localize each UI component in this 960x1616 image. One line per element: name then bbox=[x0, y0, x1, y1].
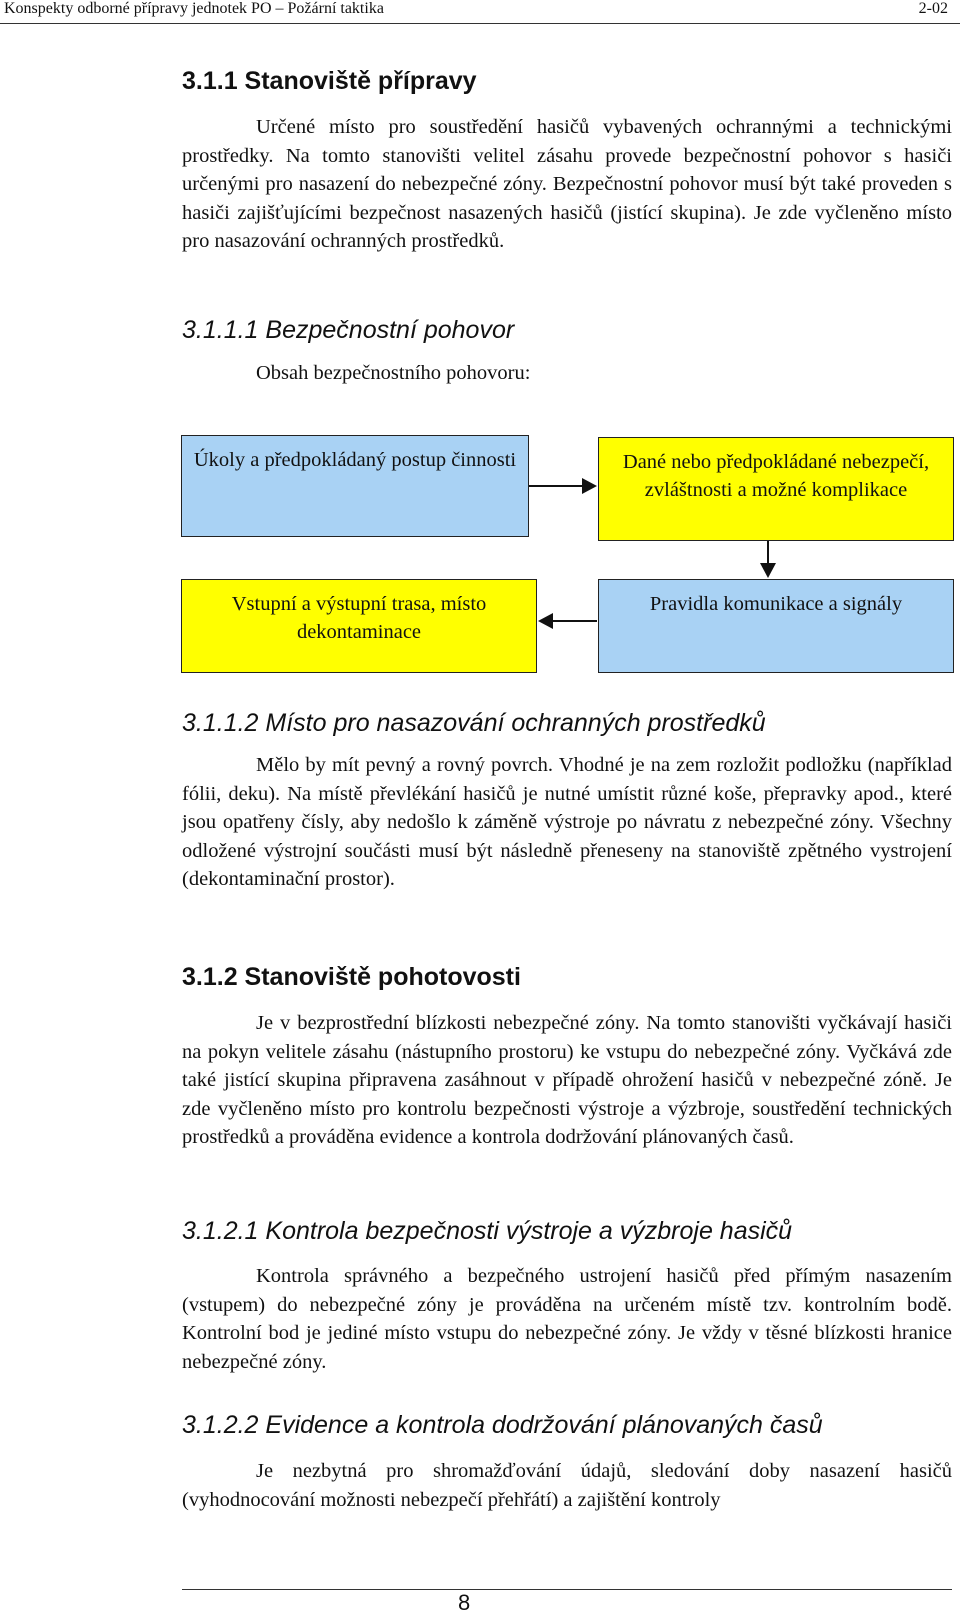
header-code: 2-02 bbox=[918, 0, 948, 17]
diagram-box-route: Vstupní a výstupní trasa, místo dekontaminace bbox=[181, 579, 537, 673]
paragraph-3-1-1: Určené místo pro soustředění hasičů vybavených ochrannými a technickými prostředky. Na tomto stanovišti velitel zásahu provede bezpečnostní pohovor s hasiči určenými pro nasazení do nebezpečné zóny. Bezpečnostní pohovor musí být také proveden s hasiči zajišťujícími bezpečnost nasazených hasičů (jistící skupina). Je zde vyčleněno místo pro nasazování ochranných prostředků. bbox=[182, 116, 952, 253]
heading-3-1-1-1: 3.1.1.1 Bezpečnostní pohovor bbox=[182, 316, 515, 344]
header-title: Konspekty odborné přípravy jednotek PO – Požární taktika bbox=[4, 0, 384, 17]
heading-3-1-2-1: 3.1.2.1 Kontrola bezpečnosti výstroje a výzbroje hasičů bbox=[182, 1217, 793, 1245]
heading-3-1-1: 3.1.1 Stanoviště přípravy bbox=[182, 67, 477, 95]
arrow-tasks-to-dangers bbox=[529, 478, 597, 494]
paragraph-3-1-2-2: Je nezbytná pro shromažďování údajů, sledování doby nasazení hasičů (vyhodnocování možnosti nebezpečí přehřátí) a zajištění kontroly bbox=[182, 1460, 952, 1511]
arrow-communication-to-route bbox=[538, 613, 597, 629]
diagram-arrows bbox=[0, 0, 960, 700]
diagram-box-dangers: Dané nebo předpokládané nebezpečí, zvláštnosti a možné komplikace bbox=[598, 437, 954, 541]
diagram-box-tasks: Úkoly a předpokládaný postup činnosti bbox=[181, 435, 529, 537]
diagram-box-communication: Pravidla komunikace a signály bbox=[598, 579, 954, 673]
footer-divider bbox=[182, 1589, 952, 1590]
paragraph-3-1-2-1: Kontrola správného a bezpečného ustrojení hasičů před přímým nasazením (vstupem) do nebezpečné zóny je prováděna na určeném místě tzv. kontrolním bodě. Kontrolní bod je jediné místo vstupu do nebezpečné zóny. Je vždy v těsné blízkosti hranice nebezpečné zóny. bbox=[182, 1265, 952, 1373]
paragraph-3-1-1-2: Mělo by mít pevný a rovný povrch. Vhodné je na zem rozložit podložku (například fólii, deku). Na místě převlékání hasičů je nutné umístit různé koše, přepravky apod., které jsou opatřeny čísly, aby nedošlo k záměně výstroje po návratu z nebezpečné zóny. Všechny odložené výstrojní součásti musí být následně přeneseny na stanoviště zpětného vystrojení (dekontaminační prostor). bbox=[182, 754, 952, 891]
page-number: 8 bbox=[458, 1590, 471, 1615]
heading-3-1-2: 3.1.2 Stanoviště pohotovosti bbox=[182, 963, 521, 991]
arrow-dangers-to-communication bbox=[760, 541, 776, 578]
briefing-intro: Obsah bezpečnostního pohovoru: bbox=[256, 362, 531, 384]
heading-3-1-2-2: 3.1.2.2 Evidence a kontrola dodržování plánovaných časů bbox=[182, 1411, 823, 1439]
heading-3-1-1-2: 3.1.1.2 Místo pro nasazování ochranných prostředků bbox=[182, 709, 766, 737]
paragraph-3-1-2: Je v bezprostřední blízkosti nebezpečné zóny. Na tomto stanovišti vyčkávají hasiči na pokyn velitele zásahu (nástupního prostoru) ke vstupu do nebezpečné zóny. Vyčkává zde také jistící skupina připravena zasáhnout v případě ohrožení hasičů v nebezpečné zóně. Je zde vyčleněno místo pro kontrolu bezpečnosti výstroje a výzbroje, soustředění technických prostředků a prováděna evidence a kontrola dodržování plánovaných časů. bbox=[182, 1012, 952, 1149]
